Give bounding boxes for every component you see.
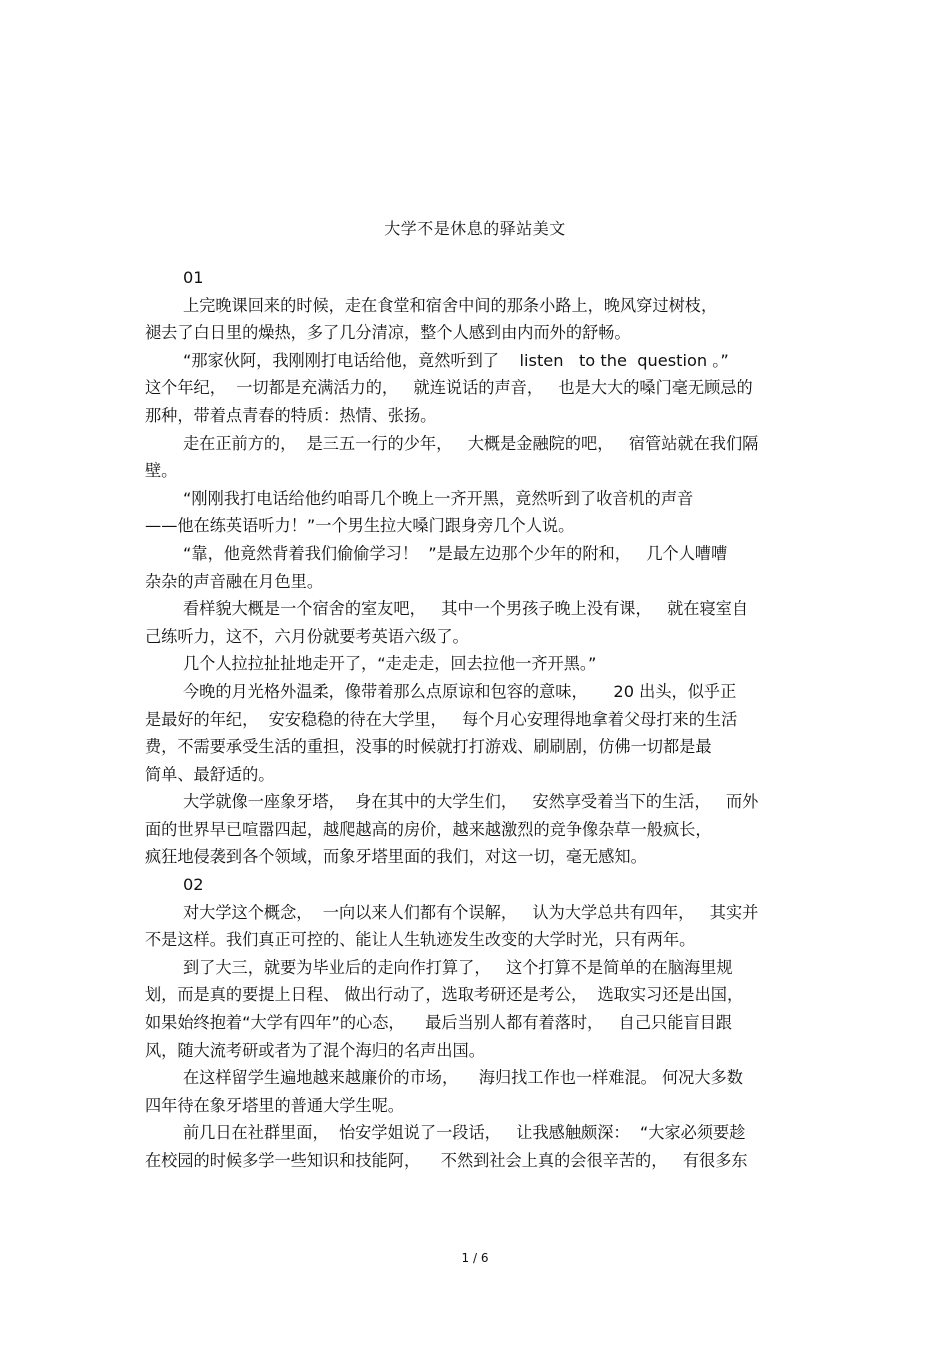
text-line: 那种，带着点青春的特质：热情、张扬。: [145, 405, 437, 425]
text-line: 今晚的月光格外温柔，像带着那么点原谅和包容的意味， 20 出头，似乎正: [183, 681, 737, 701]
text-line: 在校园的时候多学一些知识和技能阿， 不然到社会上真的会很辛苦的， 有很多东: [145, 1151, 748, 1170]
text-line: 简单、最舒适的。: [145, 764, 275, 784]
text-line: 如果始终抱着“大学有四年”的心态， 最后当别人都有着落时， 自己只能盲目跟: [145, 1013, 732, 1033]
text-line: 上完晚课回来的时候，走在食堂和宿舍中间的那条小路上，晚风穿过树枝，: [183, 295, 718, 315]
text-line: “刚刚我打电话给他约咱哥几个晚上一齐开黑，竟然听到了收音机的声音: [183, 488, 694, 508]
text-line: 风，随大流考研或者为了混个海归的名声出国。: [145, 1040, 485, 1060]
text-line: 到了大三，就要为毕业后的走向作打算了， 这个打算不是简单的在脑海里规: [183, 957, 733, 977]
text-line: “那家伙阿，我刚刚打电话给他，竟然听到了 listen to the question 。”: [183, 350, 729, 370]
text-line: 在这样留学生遍地越来越廉价的市场， 海归找工作也一样难混。 何况大多数: [183, 1068, 743, 1088]
text-line: 对大学这个概念， 一向以来人们都有个误解， 认为大学总共有四年， 其实并: [183, 902, 759, 922]
document-body: [145, 264, 805, 1175]
section-02-text: [145, 899, 805, 1175]
text-line: 这个年纪， 一切都是充满活力的， 就连说话的声音， 也是大大的嗓门毫无顾忌的: [145, 378, 753, 398]
text-line: 看样貌大概是一个宿舍的室友吧， 其中一个男孩子晚上没有课， 就在寝室自: [183, 599, 749, 619]
section-01-text: [145, 292, 805, 871]
text-line: 不是这样。我们真正可控的、能让人生轨迹发生改变的大学时光，只有两年。: [145, 930, 696, 950]
text-line: 己练听力，这不，六月份就要考英语六级了。: [145, 626, 469, 646]
section-heading-01: 01: [183, 268, 204, 287]
page-number: 1 / 6: [461, 1251, 489, 1265]
text-line: “靠，他竟然背着我们偷偷学习！ ”是最左边那个少年的附和， 几个人嘈嘈: [183, 543, 728, 563]
section-heading-02: 02: [183, 875, 204, 895]
text-line: 前几日在社群里面， 怡安学姐说了一段话， 让我感触颇深： “大家必须要趁: [183, 1123, 746, 1143]
document-title: 大学不是休息的驿站美文: [384, 219, 566, 238]
text-line: 走在正前方的， 是三五一行的少年， 大概是金融院的吧， 宿管站就在我们隔: [183, 433, 759, 453]
text-line: 杂杂的声音融在月色里。: [145, 571, 324, 591]
text-line: 褪去了白日里的燥热，多了几分清凉，整个人感到由内而外的舒畅。: [145, 323, 631, 343]
text-line: 几个人拉拉扯扯地走开了，“走走走，回去拉他一齐开黑。”: [183, 654, 597, 674]
text-line: 费，不需要承受生活的重担，没事的时候就打打游戏、刷刷剧，仿佛一切都是最: [145, 737, 712, 757]
text-line: 四年待在象牙塔里的普通大学生呢。: [145, 1095, 404, 1115]
text-line: 是最好的年纪， 安安稳稳的待在大学里， 每个月心安理得地拿着父母打来的生活: [145, 709, 738, 729]
text-line: 疯狂地侵袭到各个领域，而象牙塔里面的我们，对这一切，毫无感知。: [145, 847, 647, 867]
text-line: ——他在练英语听力！”一个男生拉大嗓门跟身旁几个人说。: [145, 516, 575, 536]
text-line: 大学就像一座象牙塔， 身在其中的大学生们， 安然享受着当下的生活， 而外: [183, 792, 759, 812]
text-line: 划，而是真的要提上日程、 做出行动了，选取考研还是考公， 选取实习还是出国，: [145, 985, 744, 1005]
text-line: 面的世界早已喧嚣四起，越爬越高的房价，越来越激烈的竞争像杂草一般疯长，: [145, 819, 712, 839]
text-line: 壁。: [145, 461, 178, 481]
